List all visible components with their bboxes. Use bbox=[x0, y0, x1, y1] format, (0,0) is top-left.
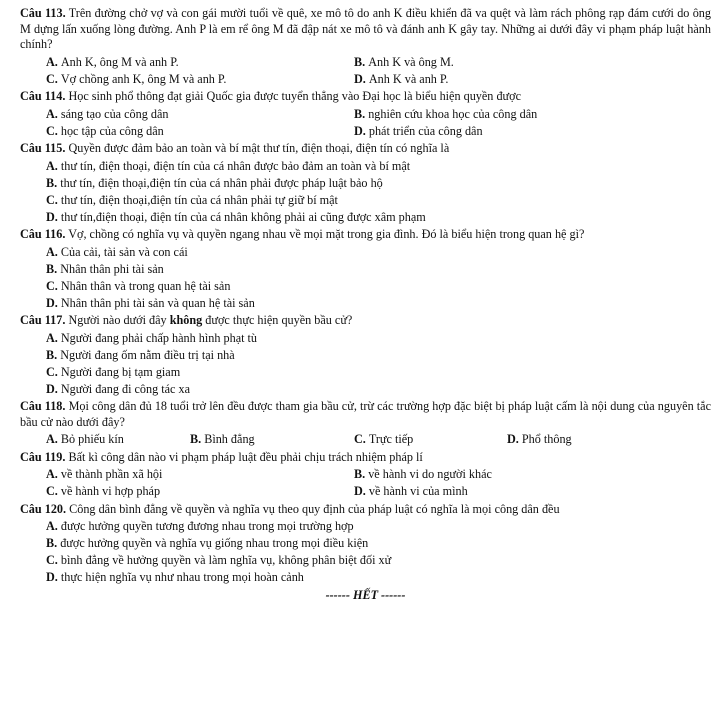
option-b: B. nghiên cứu khoa học của công dân bbox=[354, 106, 538, 121]
option-b: B. Người đang ốm nằm điều trị tại nhà bbox=[46, 347, 235, 362]
option-a: A. được hưởng quyền tương đương nhau trong mọi trường hợp bbox=[46, 519, 354, 533]
option-c: C. Trực tiếp bbox=[354, 432, 414, 446]
question-number: Câu 118. bbox=[20, 399, 66, 413]
question-stem bbox=[20, 6, 711, 53]
question-text: Bất kì công dân nào vi phạm pháp luật đều phải chịu trách nhiệm pháp lí bbox=[68, 449, 423, 464]
option-b: B. Nhân thân phi tài sản bbox=[46, 261, 164, 276]
question-text: Vợ, chồng có nghĩa vụ và quyền ngang nhau về mọi mặt trong gia đình. Đó là biểu hiện trong quan hệ gì? bbox=[68, 227, 585, 241]
option-c: C. bình đẳng về hưởng quyền và làm nghĩa vụ, không phân biệt đối xử bbox=[46, 553, 392, 567]
option-a: A. Bỏ phiếu kín bbox=[46, 432, 124, 446]
option-a: A. về thành phần xã hội bbox=[46, 467, 163, 481]
option-d: D. Người đang đi công tác xa bbox=[46, 381, 190, 396]
option-d: D. Anh K và anh P. bbox=[354, 71, 449, 86]
emphasis-not: không bbox=[169, 313, 203, 327]
option-d: D. về hành vi của mình bbox=[354, 484, 468, 498]
question-stem bbox=[20, 313, 711, 329]
option-a: A. Của cải, tài sản và con cái bbox=[46, 244, 188, 259]
option-c: C. thư tín, điện thoại,điện tín của cá nhân phải tự giữ bí mật bbox=[46, 192, 338, 207]
question-number: Câu 115. bbox=[20, 141, 66, 155]
option-d: D. thực hiện nghĩa vụ như nhau trong mọi hoàn cảnh bbox=[46, 570, 304, 584]
question-118 bbox=[20, 399, 711, 448]
option-b: B. về hành vi do người khác bbox=[354, 467, 492, 481]
option-c: C. về hành vi hợp pháp bbox=[46, 484, 161, 498]
question-number: Câu 117. bbox=[20, 313, 66, 327]
option-b: B. Anh K và ông M. bbox=[354, 54, 454, 69]
option-c: C. Người đang bị tạm giam bbox=[46, 364, 181, 379]
question-stem bbox=[20, 227, 711, 243]
question-text: Quyền được đảm bảo an toàn và bí mật thư tín, điện thoại, điện tín có nghĩa là bbox=[68, 141, 450, 155]
option-d: D. Phổ thông bbox=[507, 432, 572, 446]
question-114 bbox=[20, 89, 711, 139]
question-number: Câu 116. bbox=[20, 227, 66, 241]
question-text-after: được thực hiện quyền bầu cử? bbox=[202, 313, 353, 327]
option-a: A. Người đang phải chấp hành hình phạt tù bbox=[46, 330, 258, 345]
option-a: A. thư tín, điện thoại, điện tín của cá nhân được bảo đảm an toàn và bí mật bbox=[46, 158, 411, 173]
question-stem bbox=[20, 399, 711, 430]
option-c: C. Nhân thân và trong quan hệ tài sản bbox=[46, 278, 231, 293]
option-b: B. Bình đẳng bbox=[190, 432, 255, 446]
question-text: Trên đường chở vợ và con gái mười tuổi về quê, xe mô tô do anh K điều khiển đã va quệt và làm rách phông rạp đám cưới do ông M dựng lấn xuống lòng đường. Anh P là em rể ông M đã đập nát xe mô tô và đánh anh K gây tay. Những ai dưới đây vi phạm pháp luật hành chính? bbox=[20, 6, 711, 51]
question-stem bbox=[20, 450, 711, 466]
option-a: A. sáng tạo của công dân bbox=[46, 106, 169, 121]
option-b: B. được hưởng quyền và nghĩa vụ giống nhau trong mọi điều kiện bbox=[46, 536, 369, 550]
question-116 bbox=[20, 227, 711, 311]
question-number: Câu 113. bbox=[20, 6, 66, 20]
question-stem bbox=[20, 89, 711, 105]
question-number: Câu 119. bbox=[20, 449, 66, 464]
question-117 bbox=[20, 313, 711, 397]
question-115 bbox=[20, 141, 711, 225]
option-b: B. thư tín, điện thoại,điện tín của cá nhân phải được pháp luật bảo hộ bbox=[46, 175, 383, 190]
option-d: D. phát triển của công dân bbox=[354, 123, 483, 138]
question-text-before: Người nào dưới đây bbox=[68, 313, 170, 327]
question-text: Học sinh phổ thông đạt giải Quốc gia được tuyển thẳng vào Đại học là biểu hiện quyền được bbox=[68, 89, 521, 103]
option-d: D. Nhân thân phi tài sản và quan hệ tài sản bbox=[46, 295, 255, 310]
question-120 bbox=[20, 502, 711, 586]
question-text: Mọi công dân đủ 18 tuổi trở lên đều được tham gia bầu cử, trừ các trường hợp đặc biệt bị pháp luật cấm là nội dung của nguyên tắc bầu cử nào dưới đây? bbox=[20, 399, 711, 429]
option-a: A. Anh K, ông M và anh P. bbox=[46, 54, 179, 69]
question-number: Câu 114. bbox=[20, 89, 66, 103]
question-text: Công dân bình đẳng về quyền và nghĩa vụ theo quy định của pháp luật có nghĩa là mọi công dân đều bbox=[69, 501, 560, 516]
option-c: C. học tập của công dân bbox=[46, 123, 164, 138]
question-stem bbox=[20, 141, 711, 157]
question-113 bbox=[20, 6, 711, 87]
question-number: Câu 120. bbox=[20, 501, 67, 516]
option-c: C. Vợ chồng anh K, ông M và anh P. bbox=[46, 71, 227, 86]
option-d: D. thư tín,điện thoại, điện tín của cá nhân không phải ai cũng được xâm phạm bbox=[46, 209, 426, 224]
question-119 bbox=[20, 450, 711, 500]
end-marker: ------ HẾT ------ bbox=[325, 587, 406, 602]
question-stem bbox=[20, 502, 711, 518]
